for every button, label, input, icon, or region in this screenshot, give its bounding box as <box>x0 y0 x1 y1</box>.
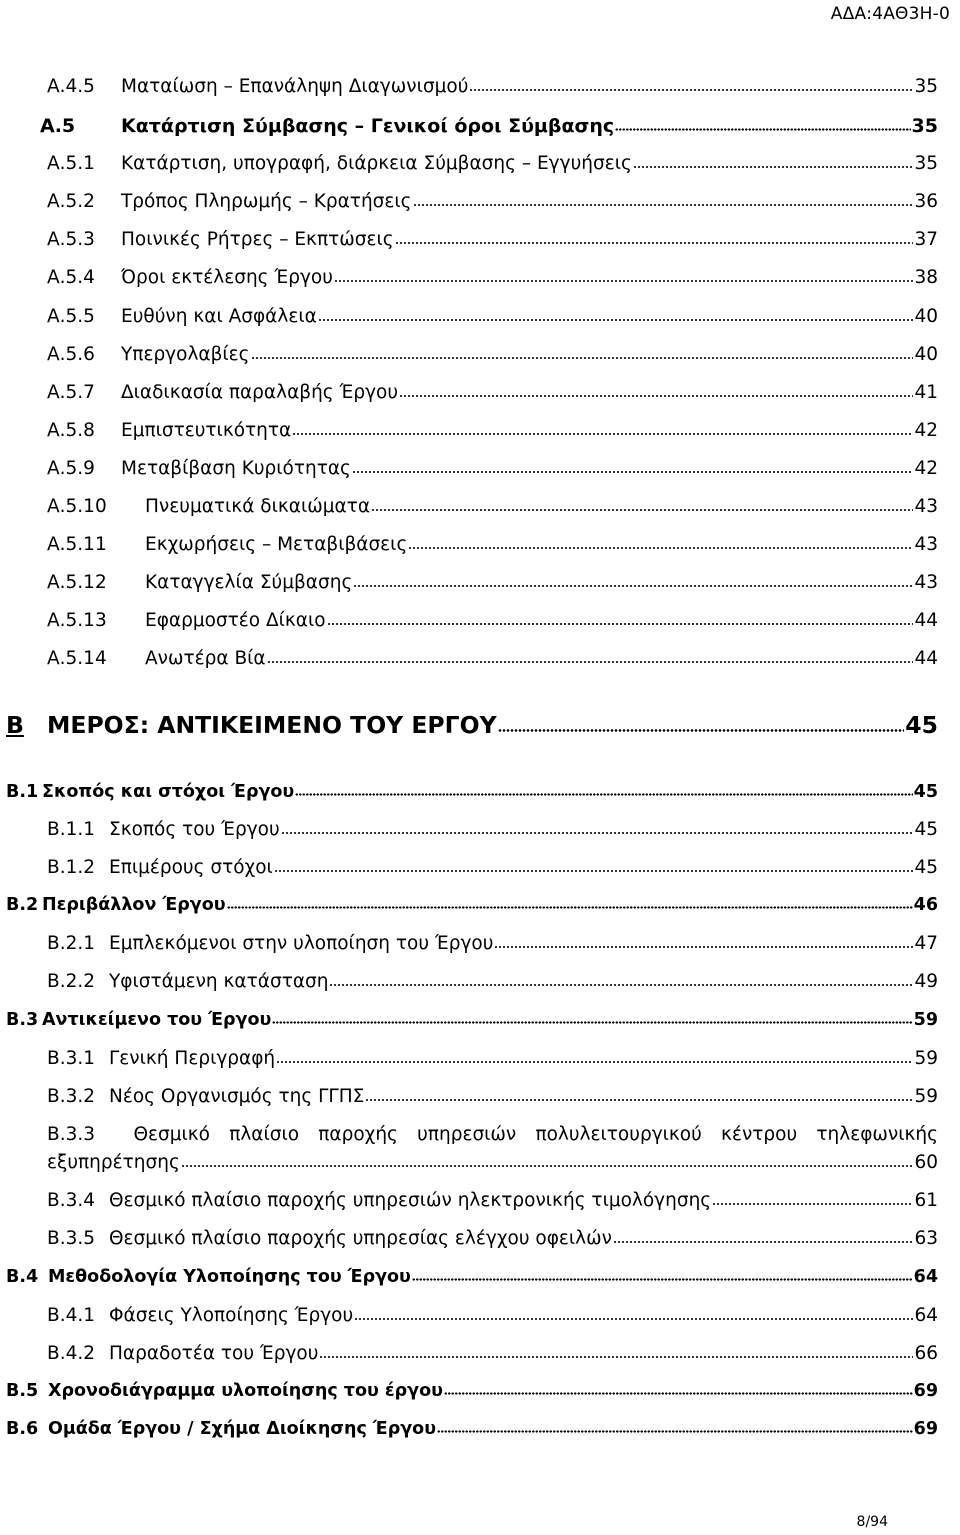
toc-row[interactable]: Α.5.4 Όροι εκτέλεσης Έργου 38 <box>47 267 938 288</box>
toc-row-section[interactable]: Β.1 Σκοπός και στόχοι Έργου 45 <box>6 782 938 802</box>
toc-row[interactable]: Β.3.4 Θεσμικό πλαίσιο παροχής υπηρεσιών ηλεκτρονικής τιμολόγησης 61 <box>47 1190 938 1211</box>
toc-row[interactable]: Β.2.2 Υφιστάμενη κατάσταση 49 <box>47 971 938 992</box>
toc-row[interactable]: Α.5.2 Τρόπος Πληρωμής – Κρατήσεις 36 <box>47 191 938 212</box>
toc-row-multiline[interactable]: Β.3.3 Θεσμικό πλαίσιο παροχής υπηρεσιών πολυλειτουργικού κέντρου τηλεφωνικής <box>47 1124 938 1145</box>
toc-row[interactable]: Β.3.2 Νέος Οργανισμός της ΓΓΠΣ 59 <box>47 1086 938 1107</box>
toc-row-section[interactable]: Β.2 Περιβάλλον Έργου 46 <box>6 895 938 915</box>
toc-row[interactable]: Β.1.2 Επιμέρους στόχοι 45 <box>47 857 938 878</box>
ada-code: ΑΔΑ:4ΑΘ3Η-0 <box>830 4 950 24</box>
toc-row[interactable]: Α.5.8 Εμπιστευτικότητα 42 <box>47 420 938 441</box>
toc-row[interactable]: Α.5.9 Μεταβίβαση Κυριότητας 42 <box>47 458 938 479</box>
toc-row[interactable]: Α.5.11 Εκχωρήσεις – Μεταβιβάσεις 43 <box>47 534 938 555</box>
toc-row[interactable]: Α.5.5 Ευθύνη και Ασφάλεια 40 <box>47 306 938 327</box>
toc-row-section[interactable]: Β.4 Μεθοδολογία Υλοποίησης του Έργου 64 <box>6 1267 938 1287</box>
toc-row[interactable]: Α.5.14 Ανωτέρα Βία 44 <box>47 648 938 669</box>
toc-row[interactable]: Α.5 Κατάρτιση Σύμβασης – Γενικοί όροι Σύμβασης 35 <box>40 115 938 137</box>
page-number: 8/94 <box>856 1514 888 1530</box>
toc-row-section[interactable]: Β.6 Ομάδα Έργου / Σχήμα Διοίκησης Έργου 69 <box>6 1419 938 1439</box>
toc-row[interactable]: Β.4.2 Παραδοτέα του Έργου 66 <box>47 1343 938 1364</box>
toc-row[interactable]: Β.3.5 Θεσμικό πλαίσιο παροχής υπηρεσίας ελέγχου οφειλών 63 <box>47 1228 938 1249</box>
toc-row[interactable]: Β.4.1 Φάσεις Υλοποίησης Έργου 64 <box>47 1305 938 1326</box>
toc-row-section[interactable]: Β.3 Αντικείμενο του Έργου 59 <box>6 1010 938 1030</box>
toc-row[interactable]: Α.5.13 Εφαρμοστέο Δίκαιο 44 <box>47 610 938 631</box>
toc-row[interactable]: Α.5.10 Πνευματικά δικαιώματα 43 <box>47 496 938 517</box>
toc-row-section[interactable]: Β.5 Χρονοδιάγραμμα υλοποίησης του έργου 69 <box>6 1381 938 1401</box>
toc-row[interactable]: Α.5.7 Διαδικασία παραλαβής Έργου 41 <box>47 382 938 403</box>
toc-row[interactable]: Β.2.1 Εμπλεκόμενοι στην υλοποίηση του Έργου 47 <box>47 933 938 954</box>
toc-row[interactable]: Α.5.3 Ποινικές Ρήτρες – Εκπτώσεις 37 <box>47 229 938 250</box>
toc-row[interactable]: Α.5.12 Καταγγελία Σύμβασης 43 <box>47 572 938 593</box>
toc-row[interactable]: Β.3.1 Γενική Περιγραφή 59 <box>47 1048 938 1069</box>
toc-row[interactable]: Α.5.6 Υπεργολαβίες 40 <box>47 344 938 365</box>
toc-row-part[interactable]: Β ΜΕΡΟΣ: ΑΝΤΙΚΕΙΜΕΝΟ ΤΟΥ ΕΡΓΟΥ 45 <box>6 711 938 739</box>
toc-row[interactable]: Β.1.1 Σκοπός του Έργου 45 <box>47 819 938 840</box>
toc-row[interactable]: Α.4.5 Ματαίωση – Επανάληψη Διαγωνισμού 35 <box>47 76 938 97</box>
toc-row[interactable]: Α.5.1 Κατάρτιση, υπογραφή, διάρκεια Σύμβασης – Εγγυήσεις 35 <box>47 153 938 174</box>
toc-row-continuation[interactable]: εξυπηρέτησης 60 <box>47 1152 938 1173</box>
